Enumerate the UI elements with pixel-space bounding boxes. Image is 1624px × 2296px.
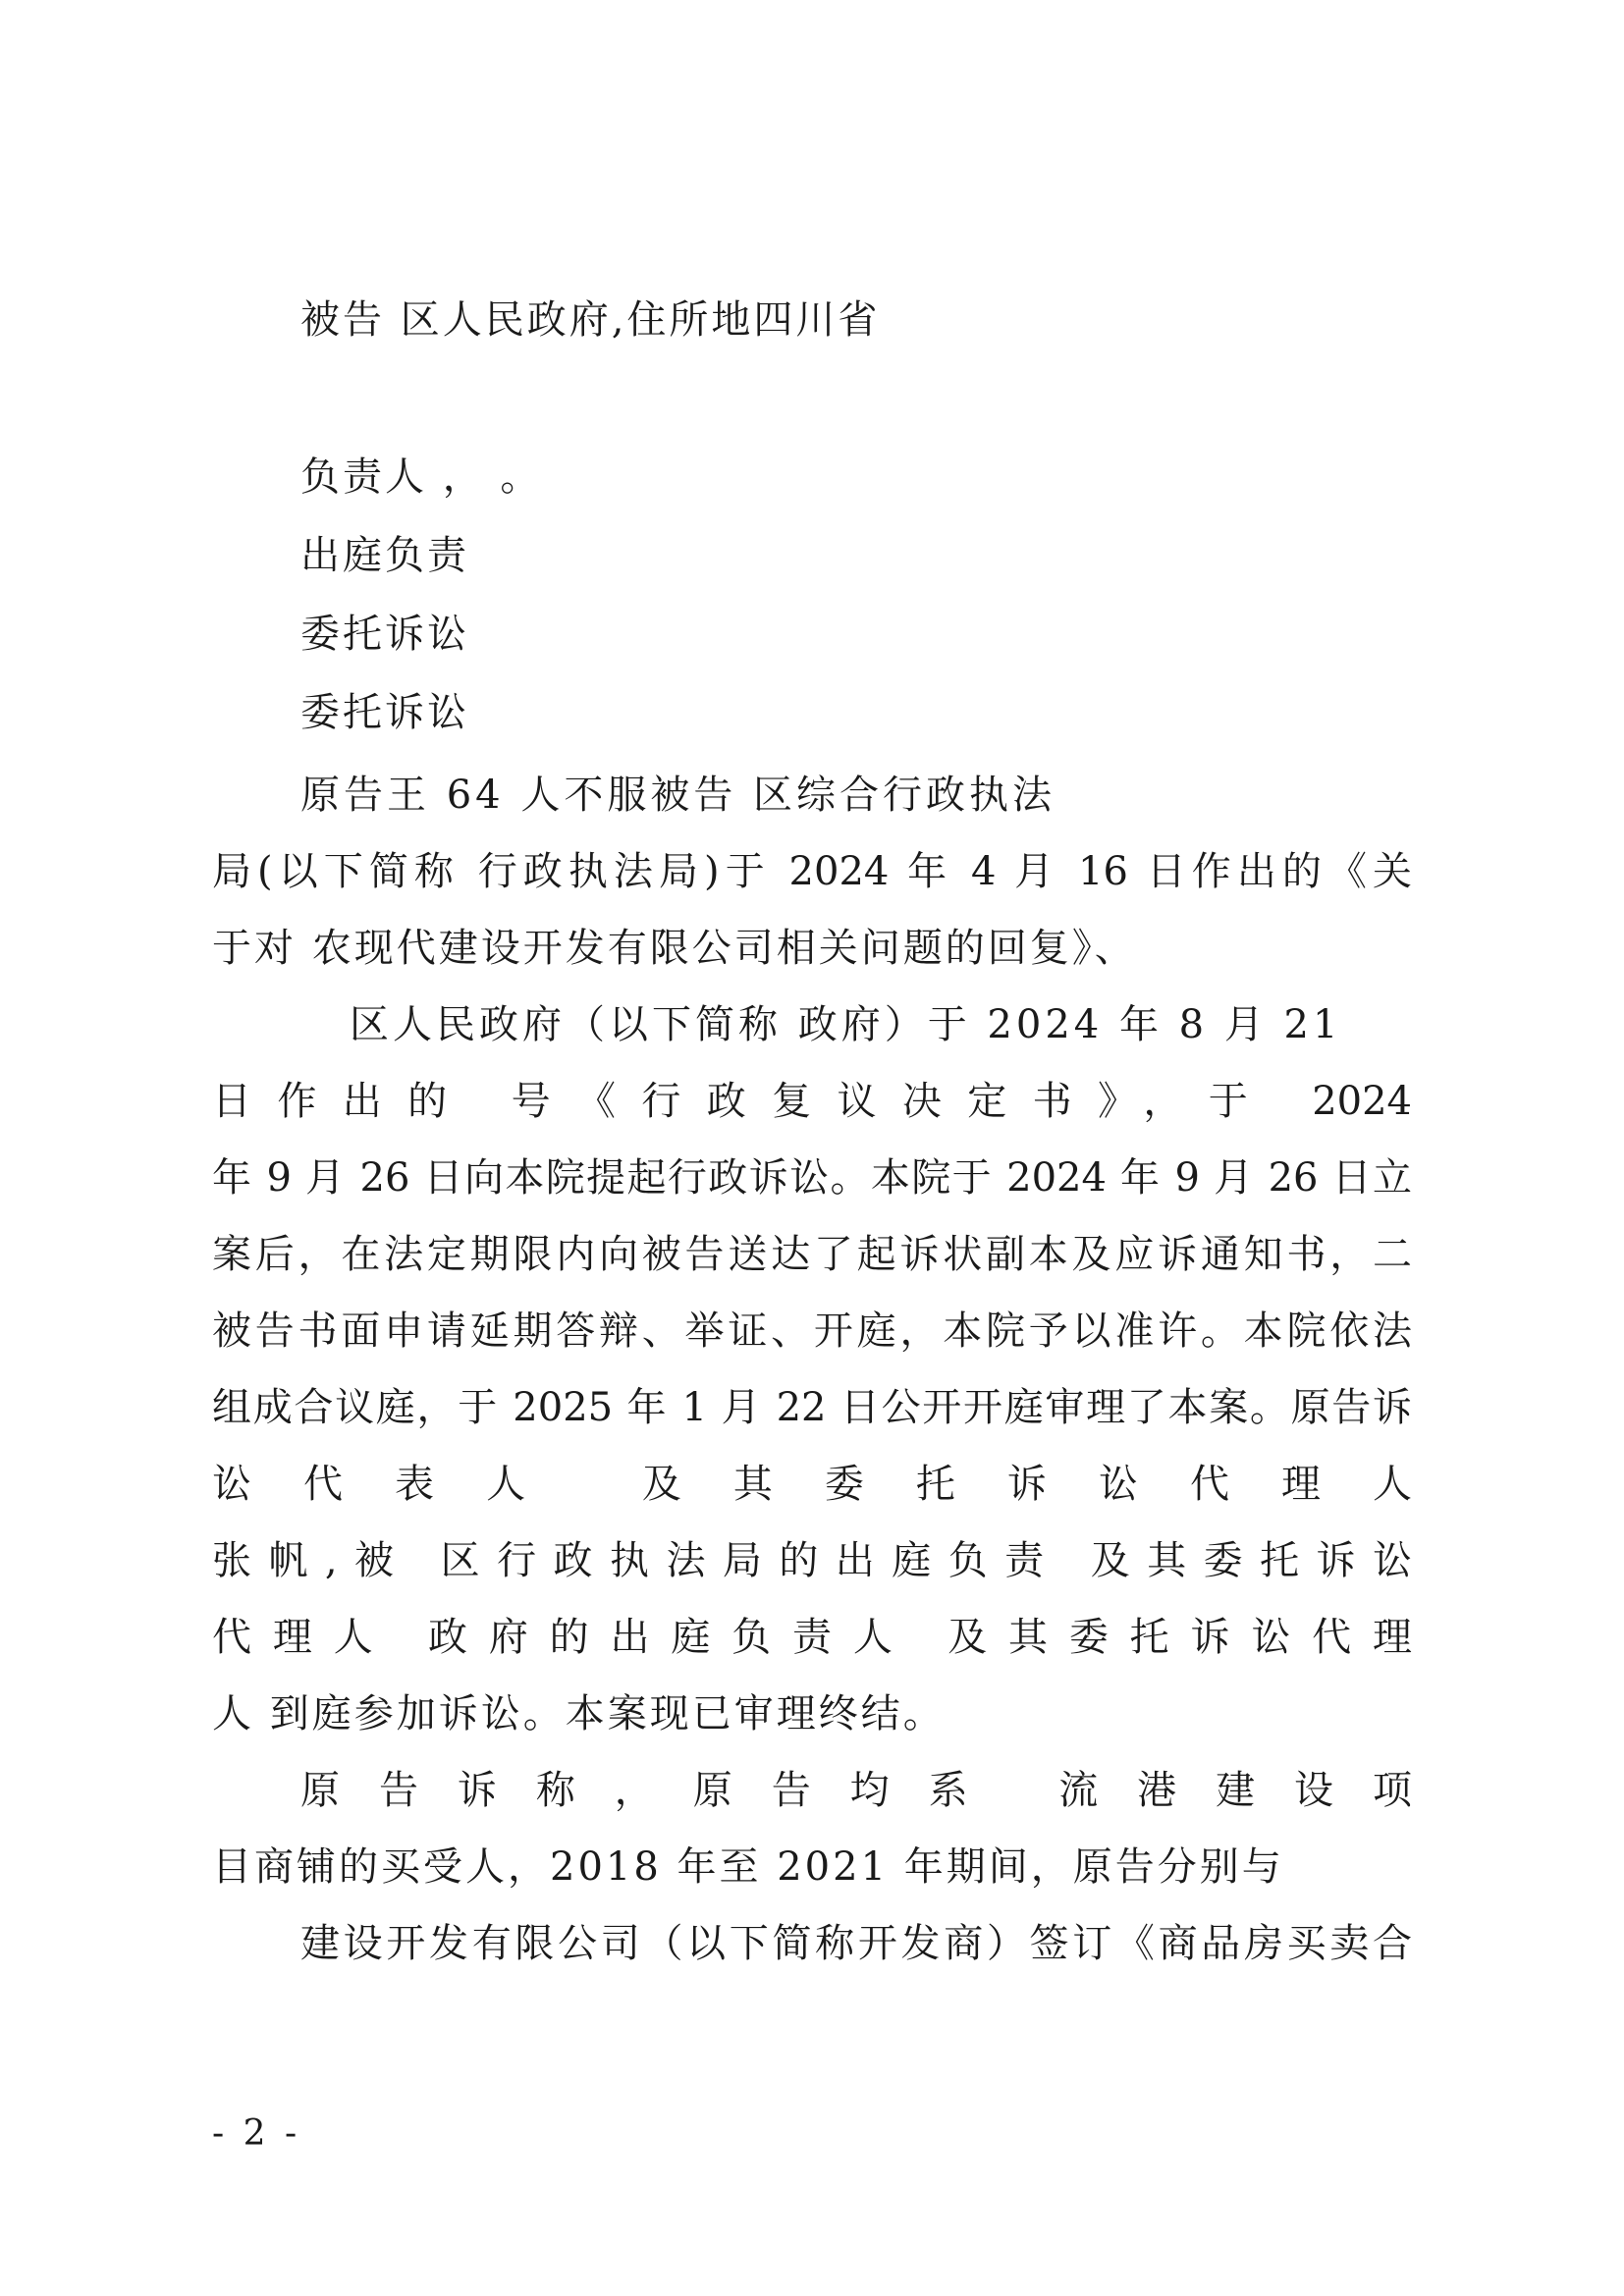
paragraph-1-line-1: 原告王 64 人不服被告 区综合行政执法 bbox=[300, 773, 1056, 818]
agent-line-2: 委托诉讼 bbox=[300, 690, 469, 735]
responsible-person-line: 负责人 ， 。 bbox=[300, 454, 543, 500]
paragraph-1-line-3: 于对 农现代建设开发有限公司相关问题的回复》、 bbox=[212, 926, 1137, 971]
paragraph-1-line-8: 被告书面申请延期答辩、举证、开庭，本院予以准许。本院依法 bbox=[212, 1308, 1412, 1354]
page-number: - 2 - bbox=[212, 2113, 301, 2154]
paragraph-1-line-13: 人 到庭参加诉讼。本案现已审理终结。 bbox=[212, 1691, 946, 1736]
paragraph-1-line-12: 代理人 政府的出庭负责人 及其委托诉讼代理 bbox=[212, 1615, 1412, 1660]
paragraph-1-line-2: 局(以下简称 行政执法局)于 2024 年 4 月 16 日作出的《关 bbox=[212, 849, 1412, 894]
paragraph-2-line-3: 建设开发有限公司（以下简称开发商）签订《商品房买卖合 bbox=[300, 1921, 1412, 1966]
paragraph-2-line-1: 原告诉称，原告均系 流港建设项 bbox=[300, 1768, 1412, 1813]
paragraph-1-line-5: 日作出的 号《行政复议决定书》，于 2024 bbox=[212, 1079, 1412, 1124]
paragraph-1-line-9: 组成合议庭，于 2025 年 1 月 22 日公开开庭审理了本案。原告诉 bbox=[212, 1385, 1412, 1430]
court-attendee-line: 出庭负责 bbox=[300, 533, 469, 578]
agent-line-1: 委托诉讼 bbox=[300, 612, 469, 657]
paragraph-1-line-6: 年 9 月 26 日向本院提起行政诉讼。本院于 2024 年 9 月 26 日立 bbox=[212, 1155, 1412, 1201]
defendant-line: 被告 区人民政府,住所地四川省 bbox=[300, 297, 881, 343]
paragraph-1-line-4: 区人民政府（以下简称 政府）于 2024 年 8 月 21 bbox=[350, 1002, 1342, 1047]
paragraph-1-line-7: 案后，在法定期限内向被告送达了起诉状副本及应诉通知书，二 bbox=[212, 1232, 1412, 1277]
paragraph-2-line-2: 目商铺的买受人，2018 年至 2021 年期间，原告分别与 bbox=[212, 1844, 1284, 1890]
paragraph-1-line-11: 张帆,被 区行政执法局的出庭负责 及其委托诉讼 bbox=[212, 1538, 1412, 1583]
paragraph-1-line-10: 讼代表人 及其委托诉讼代理人 bbox=[212, 1462, 1412, 1507]
